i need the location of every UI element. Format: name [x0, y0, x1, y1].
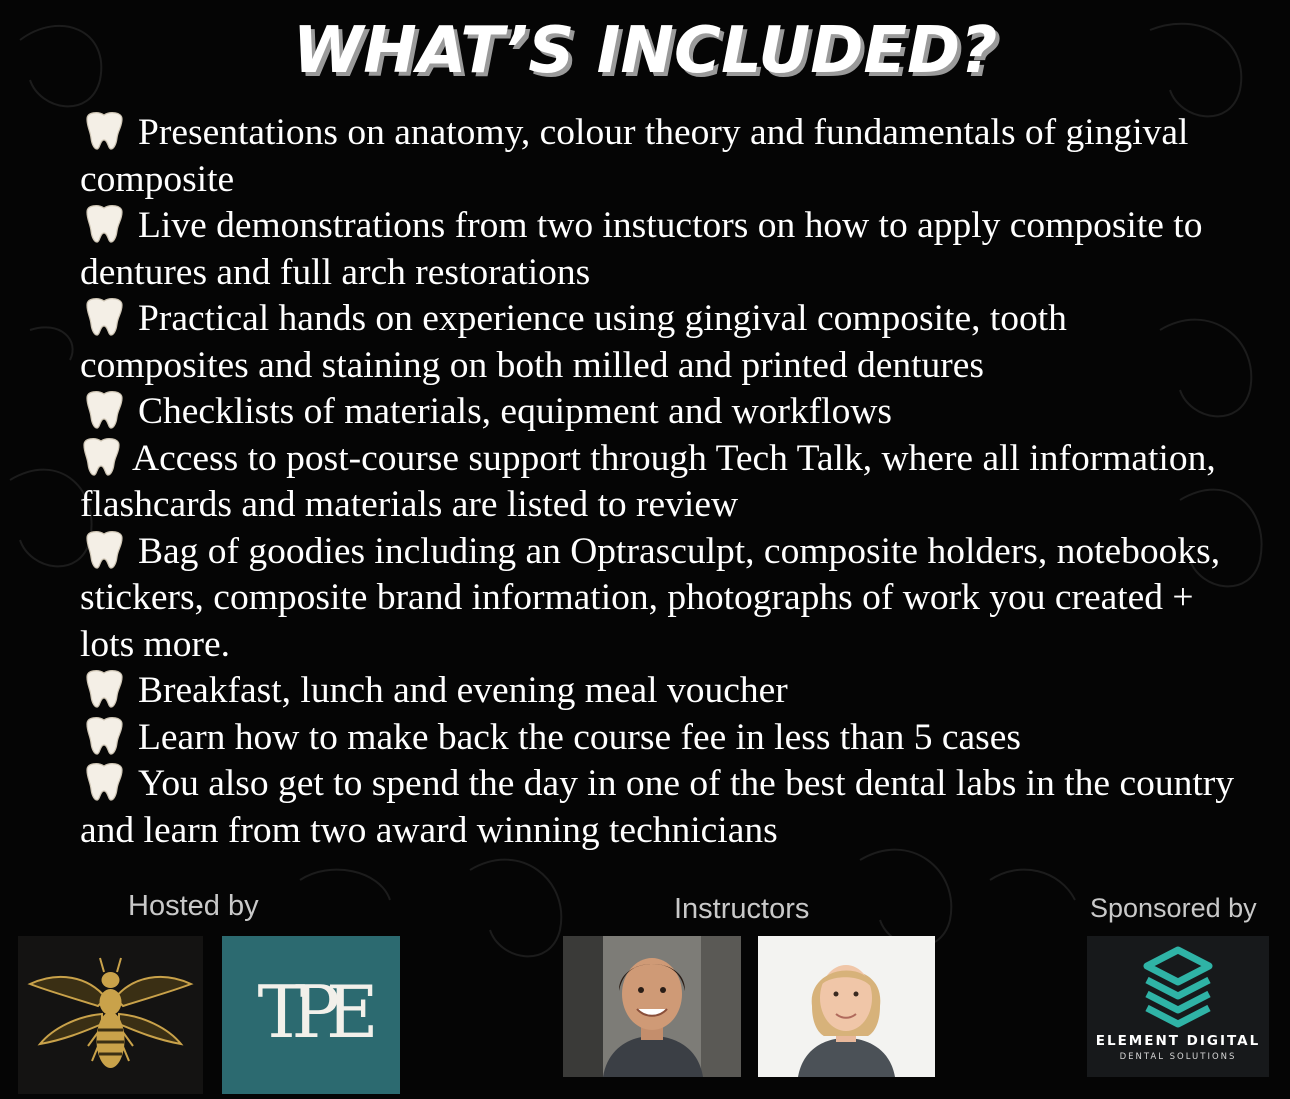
list-item [80, 436, 1240, 529]
tooth-icon [80, 715, 138, 755]
tpe-monogram: TPE [257, 970, 365, 1054]
instructor-1-image [563, 936, 741, 1077]
list-item [80, 389, 1240, 436]
included-list [80, 110, 1240, 854]
instructor-2-image [758, 936, 935, 1077]
sponsor-logo-element-digital [1087, 936, 1269, 1077]
tooth-icon [80, 436, 132, 476]
list-item [80, 203, 1240, 296]
host-logo-tpe [222, 936, 400, 1094]
list-item [80, 668, 1240, 715]
list-item [80, 715, 1240, 762]
list-item-text: Learn how to make back the course fee in less than 5 cases [138, 716, 1021, 758]
list-item-text: Bag of goodies including an Optrasculpt, composite holders, notebooks, stickers, composite brand information, photographs of work you created + lots more. [80, 530, 1221, 665]
list-item-text: Breakfast, lunch and evening meal voucher [138, 670, 788, 711]
list-item [80, 529, 1240, 669]
tooth-icon [80, 203, 138, 243]
bee-icon [18, 936, 203, 1094]
sponsor-name: ELEMENT DIGITAL [1095, 1033, 1261, 1049]
list-item-text: Access to post-course support through Tech Talk, where all information, flashcards and materials are listed to review [80, 437, 1216, 525]
instructor-photo-2 [758, 936, 935, 1077]
tooth-icon [80, 668, 138, 708]
tooth-icon [80, 110, 138, 150]
list-item-text: Live demonstrations from two instuctors on how to apply composite to dentures and full arch restorations [80, 205, 1203, 293]
tooth-icon [80, 529, 138, 569]
instructors-label: Instructors [674, 893, 810, 925]
list-item [80, 296, 1240, 389]
hosted-by-label: Hosted by [128, 890, 259, 922]
list-item-text: You also get to spend the day in one of the best dental labs in the country and learn from two award winning technicians [80, 763, 1234, 851]
sponsor-tagline: DENTAL SOLUTIONS [1119, 1052, 1237, 1062]
page-title: WHAT’S INCLUDED? [292, 14, 998, 88]
host-logo-bee [18, 936, 203, 1094]
tooth-icon [80, 389, 138, 429]
list-item-text: Presentations on anatomy, colour theory and fundamentals of gingival composite [80, 112, 1189, 200]
list-item-text: Practical hands on experience using gingival composite, tooth composites and staining on both milled and printed dentures [80, 298, 1067, 386]
tooth-icon [80, 761, 138, 801]
sponsored-by-label: Sponsored by [1090, 893, 1257, 923]
list-item [80, 110, 1240, 203]
list-item [80, 761, 1240, 854]
tooth-icon [80, 296, 138, 336]
instructor-photo-1 [563, 936, 741, 1077]
list-item-text: Checklists of materials, equipment and workflows [138, 391, 893, 432]
